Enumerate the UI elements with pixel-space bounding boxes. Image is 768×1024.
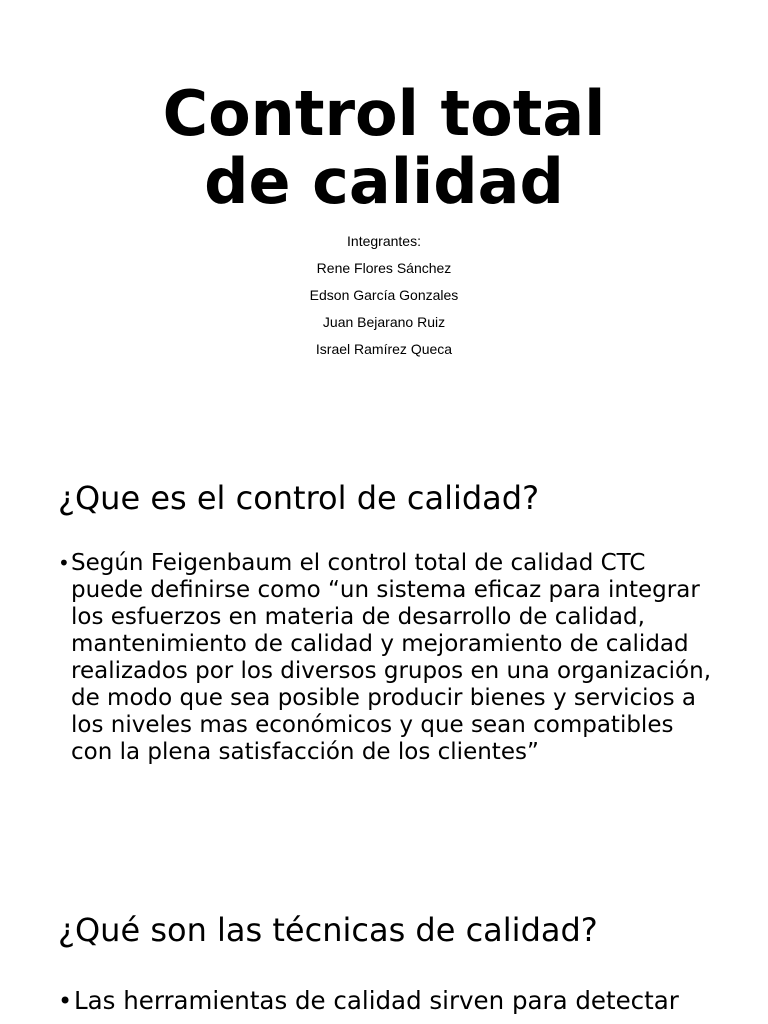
title-line-2: de calidad xyxy=(204,145,564,218)
section-bullet-list xyxy=(58,986,758,1016)
members-heading: Integrantes: xyxy=(347,233,421,249)
member-name: Juan Bejarano Ruiz xyxy=(322,314,446,330)
bullet-text: Según Feigenbaum el control total de calidad CTC puede definirse como “un sistema eficaz para integrar los esfuerzos en materia de desarrollo de calidad, mantenimiento de calidad y mejoramiento de calidad realizados por los diversos grupos en una organización, de modo que sea posible producir bienes y servicios a los niveles mas económicos y que sean compatibles con la plena satisfacción de los clientes” xyxy=(71,550,712,765)
bullet-icon: • xyxy=(58,987,73,1015)
bullet-icon: • xyxy=(58,551,70,575)
bullet-item xyxy=(58,986,758,1016)
document-title xyxy=(0,77,768,218)
member-name: Israel Ramírez Queca xyxy=(315,341,453,357)
members-list xyxy=(0,228,768,363)
section-bullet-list xyxy=(58,550,718,766)
member-name: Rene Flores Sánchez xyxy=(316,260,452,276)
section-heading-tecnicas-de-calidad: ¿Qué son las técnicas de calidad? xyxy=(58,911,598,949)
section-heading-control-de-calidad: ¿Que es el control de calidad? xyxy=(58,479,540,517)
member-name: Edson García Gonzales xyxy=(309,287,459,303)
bullet-text: Las herramientas de calidad sirven para detectar xyxy=(74,986,679,1015)
title-line-1: Control total xyxy=(162,77,606,150)
title-slide xyxy=(0,0,768,420)
bullet-item xyxy=(58,550,718,766)
